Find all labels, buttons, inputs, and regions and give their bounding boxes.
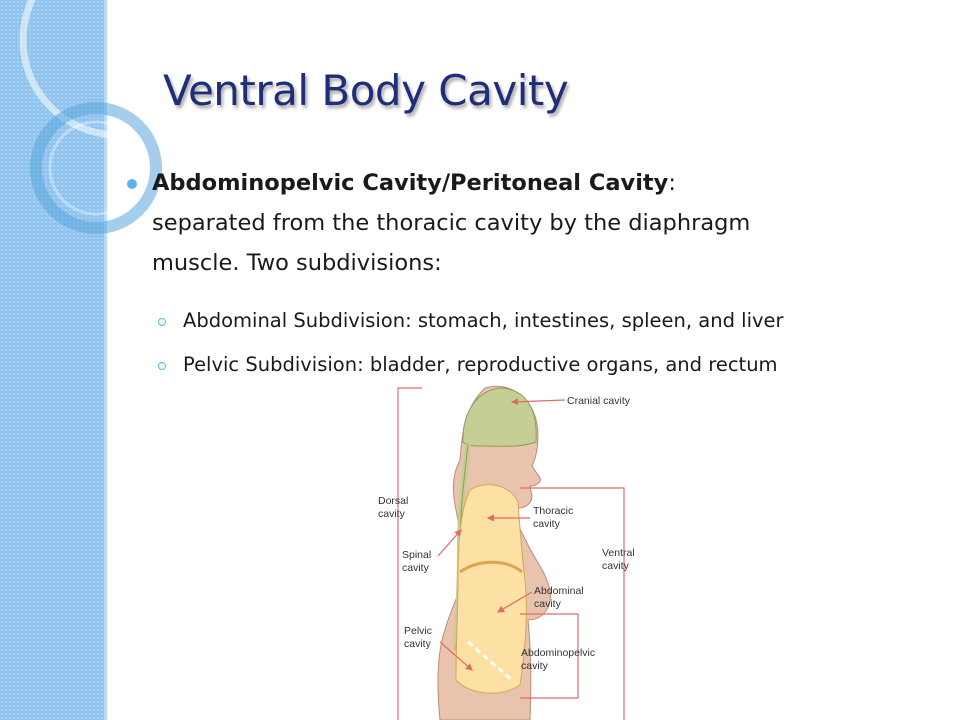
sub-bullet-text: Abdominal Subdivision: stomach, intestines, spleen, and liver (183, 309, 784, 332)
label-cranial-cavity: Cranial cavity (567, 395, 631, 407)
sub-bullet-ring-icon (158, 362, 166, 370)
sub-bullet-abdominal (183, 309, 784, 332)
label-abdominopelvic-cavity: Abdominopelvic cavity (521, 647, 596, 672)
main-bullet-separator: : (668, 170, 676, 196)
label-spinal-cavity: Spinal cavity (402, 549, 432, 574)
label-abdominal-cavity: Abdominal cavity (534, 585, 584, 610)
main-bullet-line-2: muscle. Two subdivisions: (152, 250, 442, 276)
label-pelvic-cavity: Pelvic cavity (404, 625, 433, 650)
main-bullet-term: Abdominopelvic Cavity/Peritoneal Cavity (152, 170, 669, 196)
main-bullet (152, 163, 942, 283)
sub-bullet-pelvic (183, 353, 778, 376)
sub-bullet-text: Pelvic Subdivision: bladder, reproductive organs, and rectum (183, 353, 778, 376)
label-thoracic-cavity: Thoracic cavity (533, 505, 574, 530)
label-dorsal-cavity: Dorsal cavity (378, 495, 409, 520)
cranial-cavity-region (463, 388, 536, 446)
sub-bullet-ring-icon (158, 318, 166, 326)
main-bullet-line-1: separated from the thoracic cavity by the diaphragm (152, 210, 751, 236)
bullet-dot-icon (127, 179, 137, 189)
label-ventral-cavity: Ventral cavity (602, 547, 635, 572)
slide-title: Ventral Body Cavity (163, 66, 569, 115)
body-cavity-diagram (360, 380, 660, 720)
